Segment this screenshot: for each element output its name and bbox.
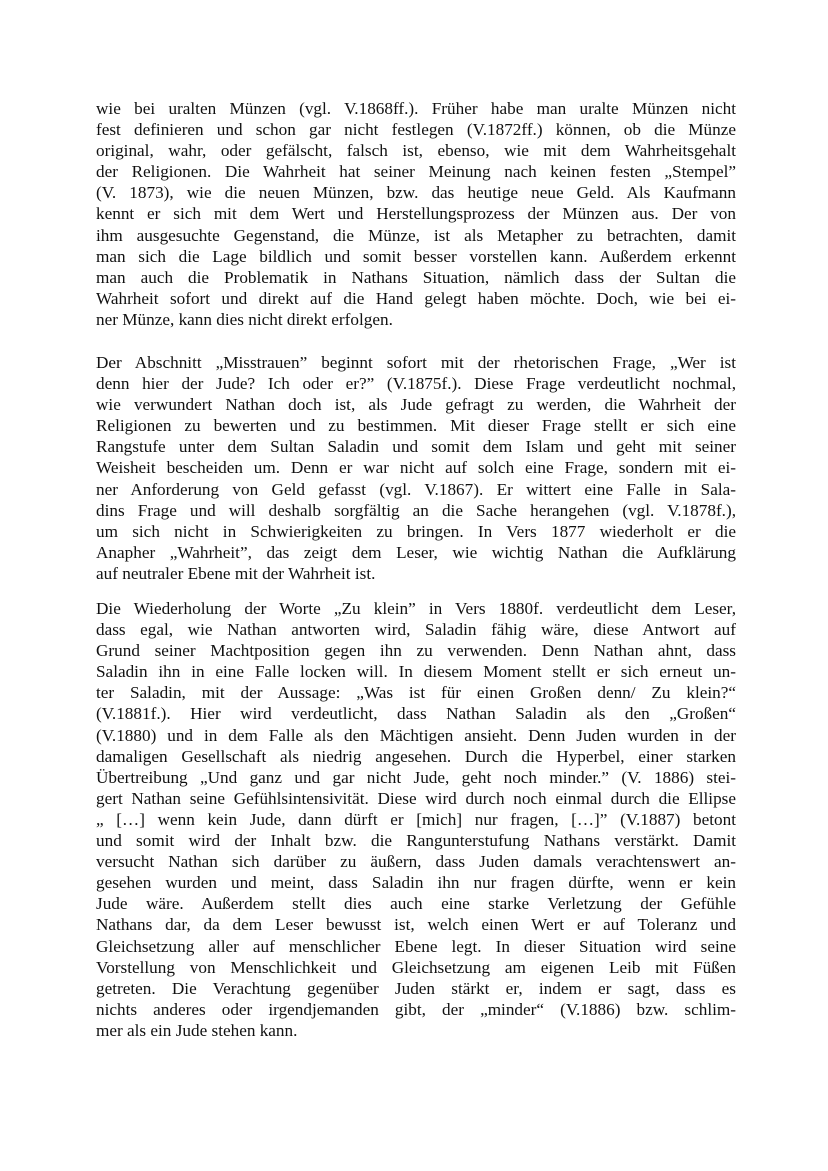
text-line: (V.1881f.). Hier wird verdeutlicht, dass Nathan Saladin als den „Großen“ xyxy=(96,704,736,724)
text-line: nichts anderes oder irgendjemanden gibt, der „minder“ (V.1886) bzw. schlim- xyxy=(96,999,736,1019)
text-line: dass egal, wie Nathan antworten wird, Saladin fähig wäre, diese Antwort auf xyxy=(96,620,736,640)
text-line: Die Wiederholung der Worte „Zu klein” in Vers 1880f. verdeutlicht dem Leser, xyxy=(96,599,736,618)
text-line: Übertreibung „Und ganz und gar nicht Jude, geht noch minder.” (V. 1886) stei- xyxy=(96,767,736,787)
text-line: um sich nicht in Schwierigkeiten zu bringen. In Vers 1877 wiederholt er die xyxy=(96,521,736,541)
text-line: man auch die Problematik in Nathans Situation, nämlich dass der Sultan die xyxy=(96,267,736,287)
text-line: Religionen zu bewerten und zu bestimmen. Mit dieser Frage stellt er sich eine xyxy=(96,416,736,436)
text-line: (V.1880) und in dem Falle als den Mächtigen ansieht. Denn Juden wurden in der xyxy=(96,725,736,745)
paragraph-coins-metaphor xyxy=(96,98,736,330)
text-line: gert Nathan seine Gefühlsintensivität. Diese wird durch noch einmal durch die Ellipse xyxy=(96,788,736,808)
text-line: Gleichsetzung aller auf menschlicher Ebene legt. In dieser Situation wird seine xyxy=(96,936,736,956)
text-line: auf neutraler Ebene mit der Wahrheit ist. xyxy=(96,563,376,583)
text-line: „ […] wenn kein Jude, dann dürft er [mich] nur fragen, […]” (V.1887) betont xyxy=(96,809,736,829)
text-line: Nathans dar, da dem Leser bewusst ist, welch einen Wert er auf Toleranz und xyxy=(96,915,736,935)
text-line: Jude wäre. Außerdem stellt dies auch eine starke Verletzung der Gefühle xyxy=(96,894,736,914)
paragraph-repetition xyxy=(96,598,736,1041)
text-line: Saladin ihn in eine Falle locken will. In diesem Moment stellt er sich erneut un- xyxy=(96,662,736,682)
text-line: Wahrheit sofort und direkt auf die Hand gelegt haben möchte. Doch, wie bei ei- xyxy=(96,288,736,308)
text-line: der Religionen. Die Wahrheit hat seiner Meinung nach keinen festen „Stempel” xyxy=(96,162,736,182)
text-line: versucht Nathan sich darüber zu äußern, dass Juden damals verachtenswert an- xyxy=(96,852,736,872)
text-line: ter Saladin, mit der Aussage: „Was ist für einen Großen denn/ Zu klein?“ xyxy=(96,683,736,703)
text-line: wie verwundert Nathan doch ist, als Jude gefragt zu werden, die Wahrheit der xyxy=(96,395,736,415)
text-line: denn hier der Jude? Ich oder er?” (V.1875f.). Diese Frage verdeutlicht nochmal, xyxy=(96,374,736,394)
text-line: dins Frage und will deshalb sorgfältig an die Sache herangehen (vgl. V.1878f.), xyxy=(96,500,736,520)
paragraph-mistrust xyxy=(96,352,736,584)
text-line: (V. 1873), wie die neuen Münzen, bzw. das heutige neue Geld. Als Kaufmann xyxy=(96,183,736,203)
text-line: original, wahr, oder gefälscht, falsch ist, ebenso, wie mit dem Wahrheitsgehalt xyxy=(96,141,736,161)
text-line: Der Abschnitt „Misstrauen” beginnt sofort mit der rhetorischen Frage, „Wer ist xyxy=(96,353,736,372)
text-line: Weisheit bescheiden um. Denn er war nicht auf solch eine Frage, sondern mit ei- xyxy=(96,458,736,478)
text-line: Rangstufe unter dem Sultan Saladin und somit dem Islam und geht mit seiner xyxy=(96,437,736,457)
text-line: ihm ausgesuchte Gegenstand, die Münze, ist als Metapher zu betrachten, damit xyxy=(96,225,736,245)
text-line: damaligen Gesellschaft als niedrig angesehen. Durch die Hyperbel, einer starken xyxy=(96,746,736,766)
text-line: Anapher „Wahrheit”, das zeigt dem Leser, wie wichtig Nathan die Aufklärung xyxy=(96,542,736,562)
text-line: mer als ein Jude stehen kann. xyxy=(96,1020,298,1040)
text-line: und somit wird der Inhalt bzw. die Rangunterstufung Nathans verstärkt. Damit xyxy=(96,831,736,851)
text-line: gesehen wurden und meint, dass Saladin ihn nur fragen dürfte, wenn er kein xyxy=(96,873,736,893)
text-line: Grund seiner Machtposition gegen ihn zu verwenden. Denn Nathan ahnt, dass xyxy=(96,641,736,661)
text-line: wie bei uralten Münzen (vgl. V.1868ff.). Früher habe man uralte Münzen nicht xyxy=(96,99,736,118)
text-line: fest definieren und schon gar nicht festlegen (V.1872ff.) können, ob die Münze xyxy=(96,120,736,140)
text-line: ner Münze, kann dies nicht direkt erfolgen. xyxy=(96,309,393,329)
text-line: man sich die Lage bildlich und somit besser vorstellen kann. Außerdem erkennt xyxy=(96,246,736,266)
text-line: ner Anforderung von Geld gefasst (vgl. V.1867). Er wittert eine Falle in Sala- xyxy=(96,479,736,499)
text-line: getreten. Die Verachtung gegenüber Juden stärkt er, indem er sagt, dass es xyxy=(96,978,736,998)
text-line: Vorstellung von Menschlichkeit und Gleichsetzung am eigenen Leib mit Füßen xyxy=(96,957,736,977)
text-line: kennt er sich mit dem Wert und Herstellungsprozess der Münzen aus. Der von xyxy=(96,204,736,224)
